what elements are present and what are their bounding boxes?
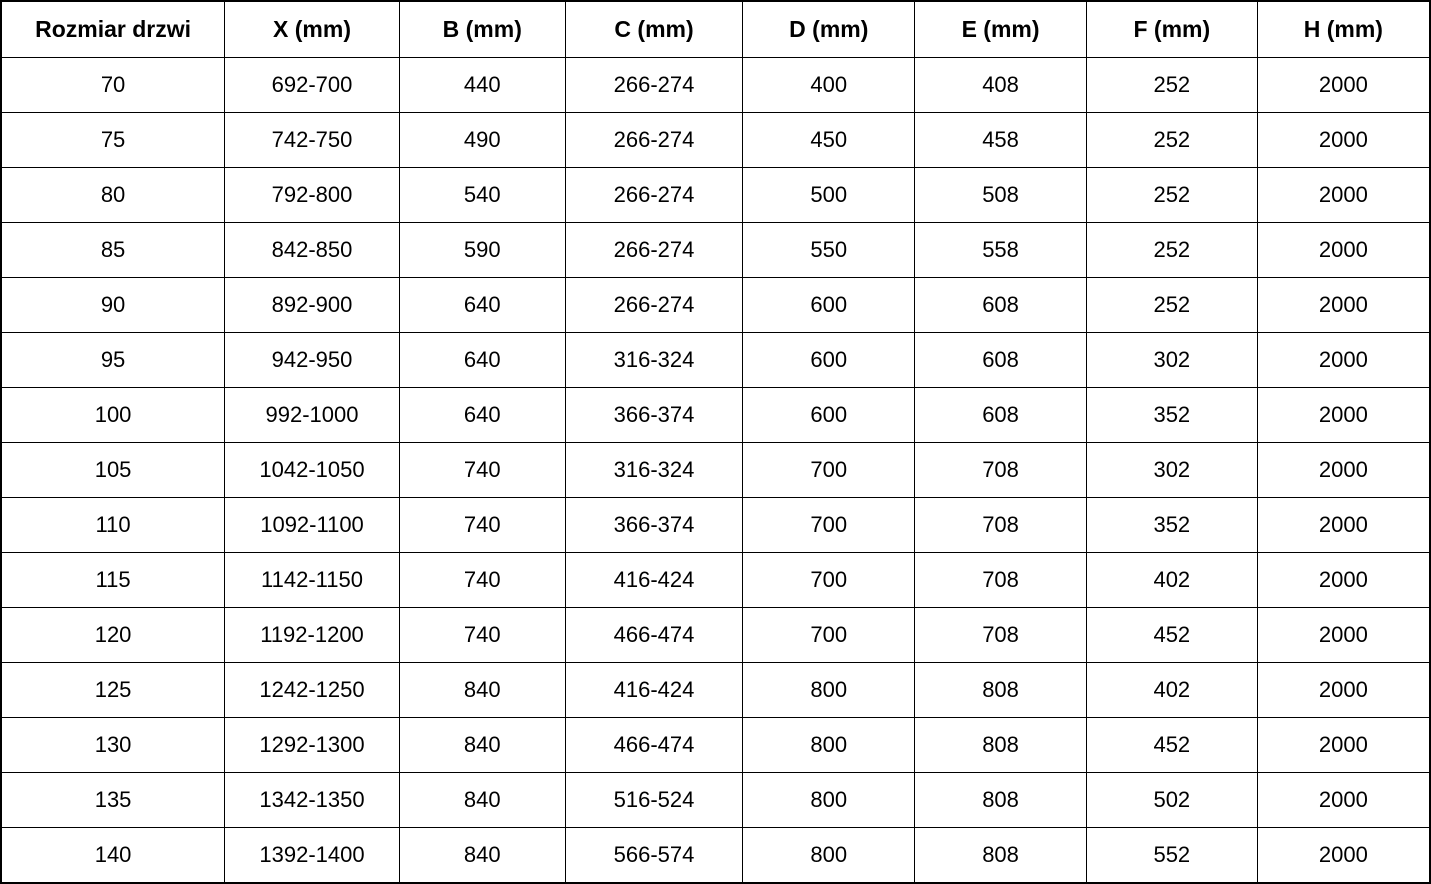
table-cell: 402 [1086, 553, 1257, 608]
table-cell: 800 [743, 718, 915, 773]
table-cell: 2000 [1257, 718, 1430, 773]
column-header: X (mm) [225, 1, 400, 58]
table-cell: 452 [1086, 718, 1257, 773]
table-cell: 508 [915, 168, 1087, 223]
table-cell: 942-950 [225, 333, 400, 388]
table-cell: 566-574 [565, 828, 743, 884]
table-cell: 2000 [1257, 388, 1430, 443]
table-cell: 2000 [1257, 223, 1430, 278]
table-cell: 2000 [1257, 498, 1430, 553]
table-cell: 740 [399, 443, 565, 498]
table-cell: 2000 [1257, 168, 1430, 223]
table-cell: 80 [1, 168, 225, 223]
table-cell: 600 [743, 388, 915, 443]
table-cell: 550 [743, 223, 915, 278]
table-cell: 85 [1, 223, 225, 278]
column-header: C (mm) [565, 1, 743, 58]
table-cell: 125 [1, 663, 225, 718]
table-cell: 450 [743, 113, 915, 168]
table-cell: 708 [915, 443, 1087, 498]
table-row [1, 773, 1430, 828]
table-cell: 708 [915, 498, 1087, 553]
table-cell: 90 [1, 278, 225, 333]
table-cell: 2000 [1257, 553, 1430, 608]
table-cell: 992-1000 [225, 388, 400, 443]
table-row [1, 608, 1430, 663]
table-cell: 516-524 [565, 773, 743, 828]
column-header: B (mm) [399, 1, 565, 58]
table-cell: 600 [743, 278, 915, 333]
table-cell: 2000 [1257, 58, 1430, 113]
table-cell: 402 [1086, 663, 1257, 718]
table-row [1, 168, 1430, 223]
table-cell: 640 [399, 278, 565, 333]
table-cell: 2000 [1257, 608, 1430, 663]
table-row [1, 663, 1430, 718]
table-body [1, 58, 1430, 884]
column-header: E (mm) [915, 1, 1087, 58]
table-row [1, 388, 1430, 443]
table-cell: 130 [1, 718, 225, 773]
header-row [1, 1, 1430, 58]
table-cell: 808 [915, 828, 1087, 884]
table-cell: 740 [399, 608, 565, 663]
table-cell: 608 [915, 333, 1087, 388]
table-row [1, 443, 1430, 498]
table-row [1, 553, 1430, 608]
table-cell: 252 [1086, 58, 1257, 113]
table-cell: 700 [743, 608, 915, 663]
table-cell: 140 [1, 828, 225, 884]
table-cell: 2000 [1257, 333, 1430, 388]
table-cell: 490 [399, 113, 565, 168]
table-cell: 700 [743, 498, 915, 553]
table-cell: 2000 [1257, 443, 1430, 498]
table-cell: 840 [399, 773, 565, 828]
table-cell: 808 [915, 718, 1087, 773]
table-cell: 95 [1, 333, 225, 388]
table-cell: 105 [1, 443, 225, 498]
table-cell: 266-274 [565, 168, 743, 223]
table-cell: 842-850 [225, 223, 400, 278]
table-row [1, 828, 1430, 884]
table-cell: 540 [399, 168, 565, 223]
table-cell: 1192-1200 [225, 608, 400, 663]
table-cell: 600 [743, 333, 915, 388]
table-cell: 1392-1400 [225, 828, 400, 884]
table-cell: 302 [1086, 333, 1257, 388]
table-cell: 708 [915, 553, 1087, 608]
table-cell: 800 [743, 663, 915, 718]
table-cell: 640 [399, 388, 565, 443]
table-cell: 266-274 [565, 278, 743, 333]
table-cell: 1092-1100 [225, 498, 400, 553]
table-cell: 352 [1086, 388, 1257, 443]
table-cell: 502 [1086, 773, 1257, 828]
table-cell: 466-474 [565, 718, 743, 773]
table-cell: 352 [1086, 498, 1257, 553]
table-cell: 840 [399, 828, 565, 884]
table-cell: 2000 [1257, 278, 1430, 333]
table-cell: 100 [1, 388, 225, 443]
table-cell: 400 [743, 58, 915, 113]
table-cell: 640 [399, 333, 565, 388]
table-cell: 110 [1, 498, 225, 553]
table-cell: 252 [1086, 113, 1257, 168]
table-row [1, 58, 1430, 113]
column-header: H (mm) [1257, 1, 1430, 58]
table-cell: 2000 [1257, 828, 1430, 884]
table-cell: 2000 [1257, 663, 1430, 718]
table-cell: 700 [743, 553, 915, 608]
table-cell: 2000 [1257, 773, 1430, 828]
table-cell: 2000 [1257, 113, 1430, 168]
table-cell: 266-274 [565, 113, 743, 168]
table-cell: 75 [1, 113, 225, 168]
column-header: F (mm) [1086, 1, 1257, 58]
table-cell: 740 [399, 553, 565, 608]
table-cell: 500 [743, 168, 915, 223]
table-cell: 742-750 [225, 113, 400, 168]
table-cell: 552 [1086, 828, 1257, 884]
table-cell: 252 [1086, 223, 1257, 278]
table-cell: 800 [743, 828, 915, 884]
table-cell: 115 [1, 553, 225, 608]
table-cell: 302 [1086, 443, 1257, 498]
table-cell: 440 [399, 58, 565, 113]
table-cell: 408 [915, 58, 1087, 113]
table-cell: 892-900 [225, 278, 400, 333]
table-cell: 608 [915, 278, 1087, 333]
table-cell: 416-424 [565, 553, 743, 608]
table-cell: 266-274 [565, 58, 743, 113]
table-cell: 366-374 [565, 388, 743, 443]
table-cell: 840 [399, 663, 565, 718]
column-header: D (mm) [743, 1, 915, 58]
table-row [1, 113, 1430, 168]
table-row [1, 223, 1430, 278]
column-header: Rozmiar drzwi [1, 1, 225, 58]
table-cell: 792-800 [225, 168, 400, 223]
table-row [1, 278, 1430, 333]
table-cell: 316-324 [565, 443, 743, 498]
table-cell: 120 [1, 608, 225, 663]
table-cell: 700 [743, 443, 915, 498]
table-cell: 316-324 [565, 333, 743, 388]
table-cell: 452 [1086, 608, 1257, 663]
table-cell: 366-374 [565, 498, 743, 553]
table-row [1, 718, 1430, 773]
table-cell: 1342-1350 [225, 773, 400, 828]
table-cell: 252 [1086, 168, 1257, 223]
table-cell: 808 [915, 773, 1087, 828]
table-row [1, 498, 1430, 553]
table-cell: 1042-1050 [225, 443, 400, 498]
table-cell: 70 [1, 58, 225, 113]
table-cell: 1242-1250 [225, 663, 400, 718]
table-cell: 692-700 [225, 58, 400, 113]
table-cell: 135 [1, 773, 225, 828]
table-cell: 416-424 [565, 663, 743, 718]
table-cell: 558 [915, 223, 1087, 278]
table-cell: 252 [1086, 278, 1257, 333]
table-cell: 740 [399, 498, 565, 553]
table-cell: 808 [915, 663, 1087, 718]
table-cell: 266-274 [565, 223, 743, 278]
table-cell: 590 [399, 223, 565, 278]
table-cell: 800 [743, 773, 915, 828]
table-row [1, 333, 1430, 388]
table-cell: 1292-1300 [225, 718, 400, 773]
table-cell: 466-474 [565, 608, 743, 663]
table-cell: 458 [915, 113, 1087, 168]
table-cell: 608 [915, 388, 1087, 443]
table-cell: 1142-1150 [225, 553, 400, 608]
table-cell: 708 [915, 608, 1087, 663]
table-cell: 840 [399, 718, 565, 773]
